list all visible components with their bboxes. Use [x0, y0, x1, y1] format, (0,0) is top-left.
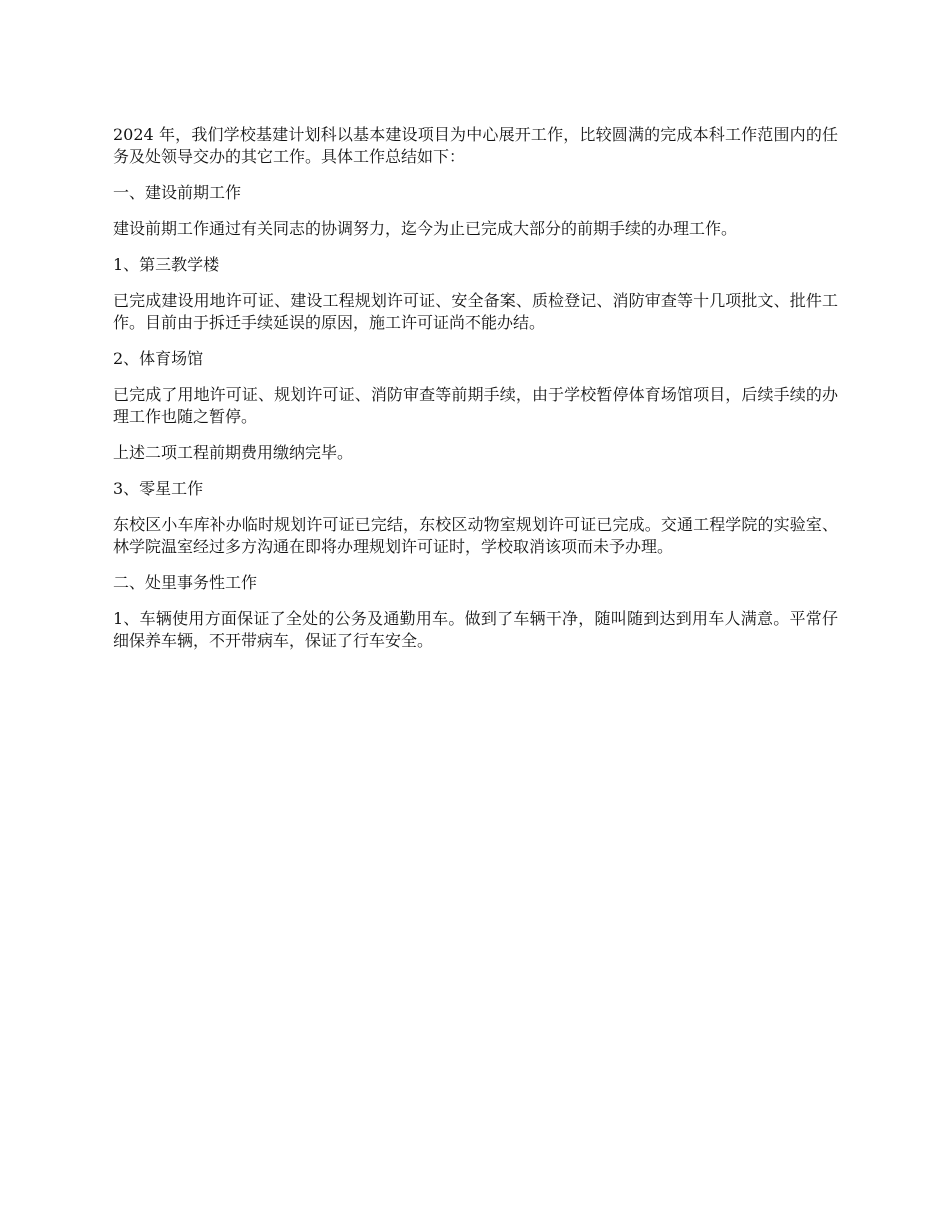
sports-venue-paragraph: 已完成了用地许可证、规划许可证、消防审查等前期手续，由于学校暂停体育场馆项目，后续手续的办理工作也随之暂停。: [113, 385, 838, 426]
preliminary-work-paragraph: 建设前期工作通过有关同志的协调努力，迄今为止已完成大部分的前期手续的办理工作。: [113, 219, 738, 238]
miscellaneous-work-paragraph: 东校区小车库补办临时规划许可证已完结，东校区动物室规划许可证已完成。交通工程学院的实验室、林学院温室经过多方沟通在即将办理规划许可证时，学校取消该项而未予办理。: [113, 515, 838, 556]
vehicle-usage-paragraph: 1、车辆使用方面保证了全处的公务及通勤用车。做到了车辆干净，随叫随到达到用车人满意。平常仔细保养车辆，不开带病车，保证了行车安全。: [113, 609, 838, 650]
intro-paragraph: 2024 年，我们学校基建计划科以基本建设项目为中心展开工作，比较圆满的完成本科工作范围内的任务及处领导交办的其它工作。具体工作总结如下：: [113, 125, 838, 166]
fees-paid-paragraph: 上述二项工程前期费用缴纳完毕。: [113, 443, 354, 462]
subheading-sports-venue: 2、体育场馆: [113, 349, 204, 368]
subheading-third-teaching-building: 1、第三教学楼: [113, 255, 220, 274]
subheading-miscellaneous-work: 3、零星工作: [113, 479, 204, 498]
section-heading-preliminary-work: 一、建设前期工作: [113, 183, 242, 202]
document-body: [113, 124, 838, 666]
section-heading-administrative-work: 二、处里事务性工作: [113, 573, 258, 592]
third-teaching-building-paragraph: 已完成建设用地许可证、建设工程规划许可证、安全备案、质检登记、消防审查等十几项批文、批件工作。目前由于拆迁手续延误的原因，施工许可证尚不能办结。: [113, 291, 838, 332]
